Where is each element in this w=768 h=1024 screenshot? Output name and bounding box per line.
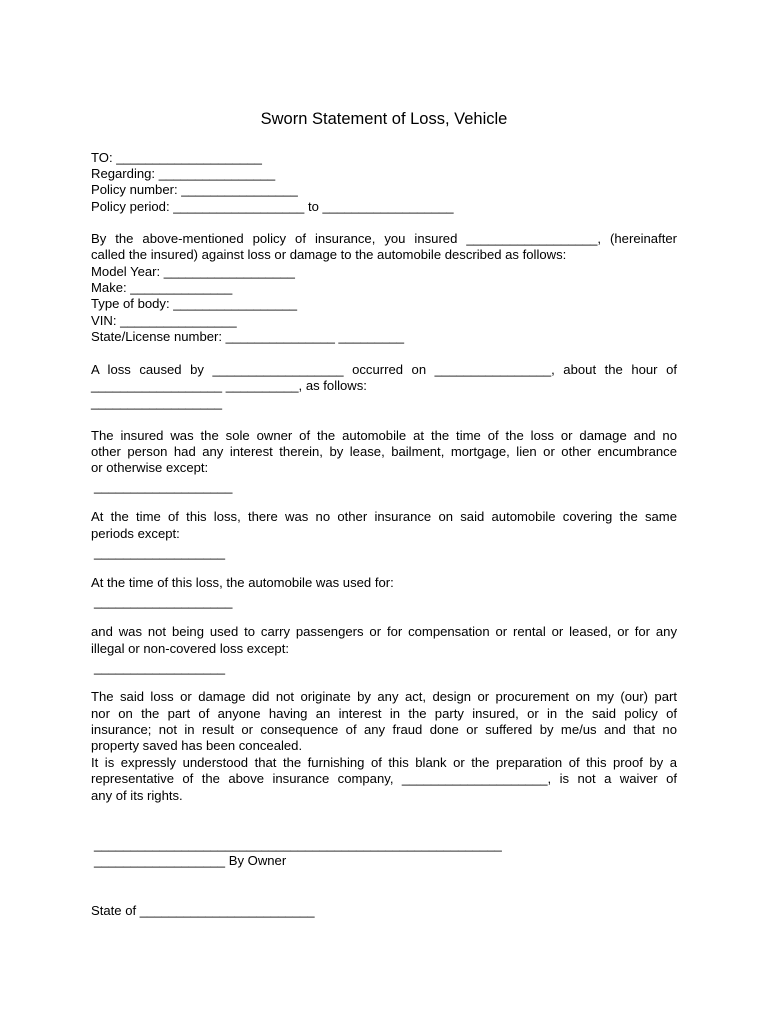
regarding-line: Regarding: ________________: [91, 166, 276, 181]
used-for-blank: ___________________: [94, 594, 233, 609]
type-of-body-line: Type of body: _________________: [91, 296, 298, 311]
insured-paragraph-line-2: called the insured) against loss or damage to the automobile described as follows:: [91, 247, 567, 262]
signature-line: ________________________________________________________: [94, 837, 502, 852]
carry-paragraph-line-1: and was not being used to carry passengers or for compensation or rental or leased, or for any: [91, 624, 677, 639]
carry-paragraph-line-2: illegal or non-covered loss except:: [91, 641, 289, 656]
waiver-paragraph-line-3: any of its rights.: [91, 788, 183, 803]
insured-paragraph-line-1: By the above-mentioned policy of insurance, you insured __________________, (hereinafter: [91, 231, 677, 246]
loss-paragraph-line-2: __________________ __________, as follows:: [91, 378, 367, 393]
insurance-paragraph-line-2: periods except:: [91, 526, 180, 541]
used-for-line: At the time of this loss, the automobile was used for:: [91, 575, 394, 590]
state-license-line: State/License number: _______________ _________: [91, 329, 405, 344]
policy-number-line: Policy number: ________________: [91, 182, 298, 197]
fraud-paragraph-line-2: nor on the part of anyone having an interest in the party insured, or in the said policy of: [91, 706, 677, 721]
carry-except-blank: __________________: [94, 660, 226, 675]
document-title: Sworn Statement of Loss, Vehicle: [260, 110, 508, 128]
fraud-paragraph-line-4: property saved has been concealed.: [91, 738, 303, 753]
state-of-line: State of ________________________: [91, 903, 315, 918]
make-line: Make: ______________: [91, 280, 233, 295]
insurance-paragraph-line-1: At the time of this loss, there was no other insurance on said automobile covering the same: [91, 509, 677, 524]
policy-period-line: Policy period: __________________ to __________________: [91, 199, 454, 214]
loss-paragraph-line-1: A loss caused by __________________ occurred on ________________, about the hour of: [91, 362, 677, 377]
insurance-except-blank: __________________: [94, 545, 226, 560]
to-line: TO: ____________________: [91, 150, 262, 165]
owner-paragraph-line-2: other person had any interest therein, by lease, bailment, mortgage, lien or other encumbrance: [91, 444, 677, 459]
vin-line: VIN: ________________: [91, 313, 237, 328]
owner-paragraph-line-3: or otherwise except:: [91, 460, 209, 475]
model-year-line: Model Year: __________________: [91, 264, 295, 279]
waiver-paragraph-line-1: It is expressly understood that the furnishing of this blank or the preparation of this proof by a: [91, 755, 677, 770]
owner-paragraph-line-1: The insured was the sole owner of the automobile at the time of the loss or damage and no: [91, 428, 677, 443]
by-owner-line: __________________ By Owner: [94, 853, 287, 868]
fraud-paragraph-line-3: insurance; not in result or consequence of any fraud done or suffered by me/us and that no: [91, 722, 677, 737]
loss-paragraph-line-3: __________________: [91, 395, 223, 410]
fraud-paragraph-line-1: The said loss or damage did not originate by any act, design or procurement on my (our) part: [91, 689, 677, 704]
owner-except-blank: ___________________: [94, 479, 233, 494]
waiver-paragraph-line-2: representative of the above insurance company, ____________________, is not a waiver of: [91, 771, 677, 786]
